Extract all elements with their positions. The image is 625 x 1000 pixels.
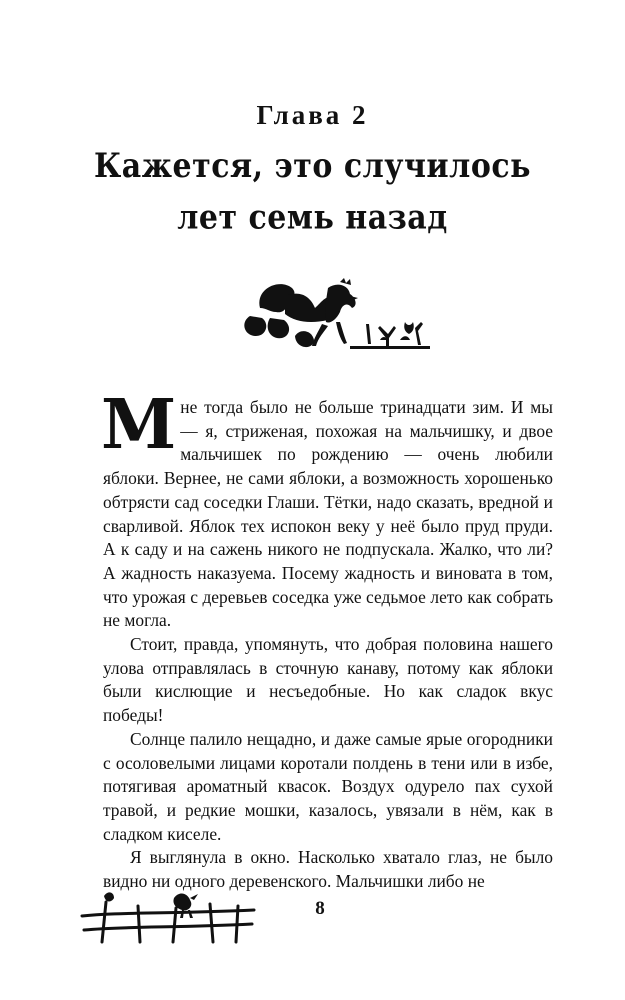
paragraph-1 bbox=[101, 385, 553, 633]
paragraph-3: Солнце палило нещадно, и даже самые ярые огородники с осоловелыми лицами коротали полдень в тени или в избе, потягивая ароматный квасок. Воздух одурело пах сухой травой, и редкие мошки, казалось, увязали в нём, как в сладком киселе. bbox=[103, 728, 553, 844]
chapter-title-line-1: Кажется, это случилось bbox=[94, 146, 531, 186]
fence-bird-icon bbox=[78, 888, 258, 944]
chapter-label: Глава 2 bbox=[256, 100, 369, 130]
paragraph-2: Стоит, правда, упомянуть, что добрая половина нашего улова отправлялась в сточную канаву, потому как яблоки были кислющие и несъедобные. Но как сладок вкус победы! bbox=[103, 634, 553, 726]
page-number: 8 bbox=[315, 898, 325, 919]
paragraph-1-text: не тогда было не больше тринадцати зим. И мы — я, стриженая, похожая на мальчишку, и двое мальчишек по рождению — очень любили яблоки. Вернее, не сами яблоки, а возможность хорошенько обтрясти сад соседки Глаши. Тётки, надо сказать, вредной и сварливой. Яблок тех испокон веку у неё было пруд пруди. А к саду и на сажень никого не подпускала. Жалко, что ли? А жадность наказуема. Посему жадность и виновата в том, что урожая с деревьев соседка уже седьмое лето как собрать не могла. bbox=[103, 397, 553, 631]
drop-cap: М bbox=[101, 385, 177, 465]
body-text bbox=[101, 385, 553, 894]
chapter-title-line-2: лет семь назад bbox=[177, 198, 448, 238]
paragraph-4: Я выглянула в окно. Насколько хватало глаз, не было видно ни одного деревенского. Мальчишки либо не bbox=[103, 847, 553, 892]
chapter-title bbox=[0, 141, 625, 244]
rooster-silhouette-icon bbox=[240, 278, 440, 358]
